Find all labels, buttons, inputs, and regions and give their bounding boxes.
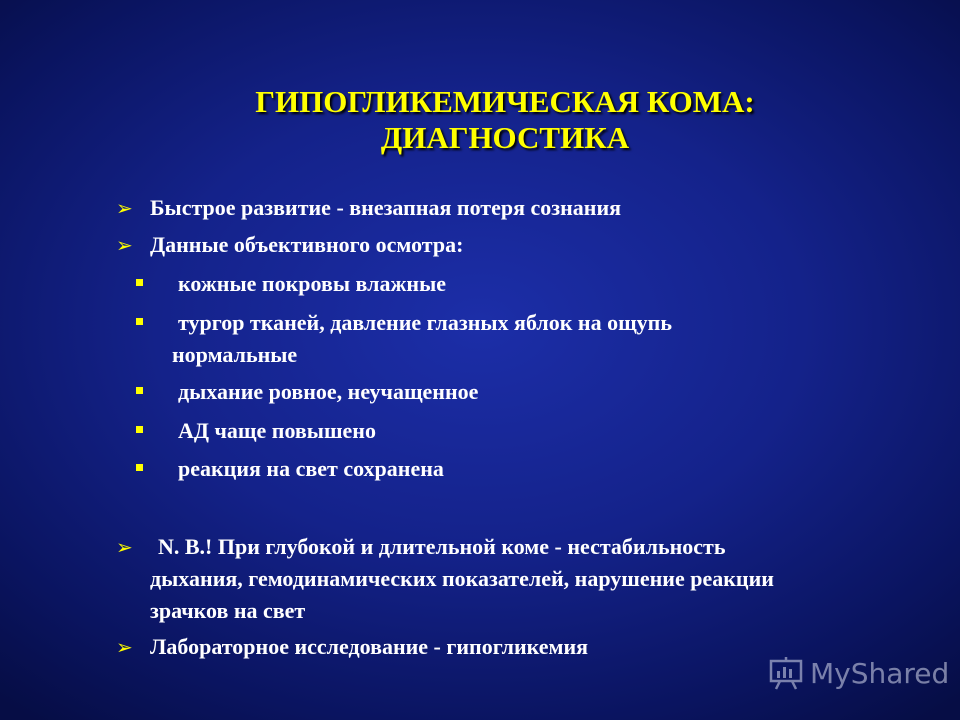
square-bullet-icon bbox=[136, 464, 143, 471]
title-line-1: ГИПОГЛИКЕМИЧЕСКАЯ КОМА: bbox=[255, 84, 755, 119]
square-bullet-icon bbox=[136, 279, 143, 286]
subitem-turgor: тургор тканей, давление глазных яблок на ощупь bbox=[178, 310, 672, 335]
presentation-board-icon bbox=[768, 655, 804, 691]
item-exam-data: Данные объективного осмотра: bbox=[150, 232, 464, 257]
subitem-skin: кожные покровы влажные bbox=[178, 271, 447, 296]
watermark-text: MyShared bbox=[810, 656, 950, 690]
subitem-turgor-cont: нормальные bbox=[172, 342, 298, 367]
note-line-3: зрачков на свет bbox=[150, 598, 306, 623]
arrow-bullet-icon: ➢ bbox=[116, 635, 133, 659]
arrow-bullet-icon: ➢ bbox=[116, 535, 133, 559]
subitem-breathing: дыхание ровное, неучащенное bbox=[178, 379, 479, 404]
slide-title bbox=[0, 84, 960, 156]
subitem-blood-pressure: АД чаще повышено bbox=[178, 418, 376, 443]
item-fast-onset: Быстрое развитие - внезапная потеря сознания bbox=[150, 195, 622, 220]
note-line-2: дыхания, гемодинамических показателей, нарушение реакции bbox=[150, 566, 774, 591]
title-line-2: ДИАГНОСТИКА bbox=[380, 120, 630, 155]
watermark-logo[interactable] bbox=[768, 655, 949, 691]
square-bullet-icon bbox=[136, 426, 143, 433]
arrow-bullet-icon: ➢ bbox=[116, 233, 133, 257]
square-bullet-icon bbox=[136, 387, 143, 394]
note-line-1: N. B.! При глубокой и длительной коме - нестабильность bbox=[158, 534, 726, 559]
subitem-light-reaction: реакция на свет сохранена bbox=[178, 456, 444, 481]
item-lab: Лабораторное исследование - гипогликемия bbox=[150, 634, 589, 659]
square-bullet-icon bbox=[136, 318, 143, 325]
arrow-bullet-icon: ➢ bbox=[116, 196, 133, 220]
